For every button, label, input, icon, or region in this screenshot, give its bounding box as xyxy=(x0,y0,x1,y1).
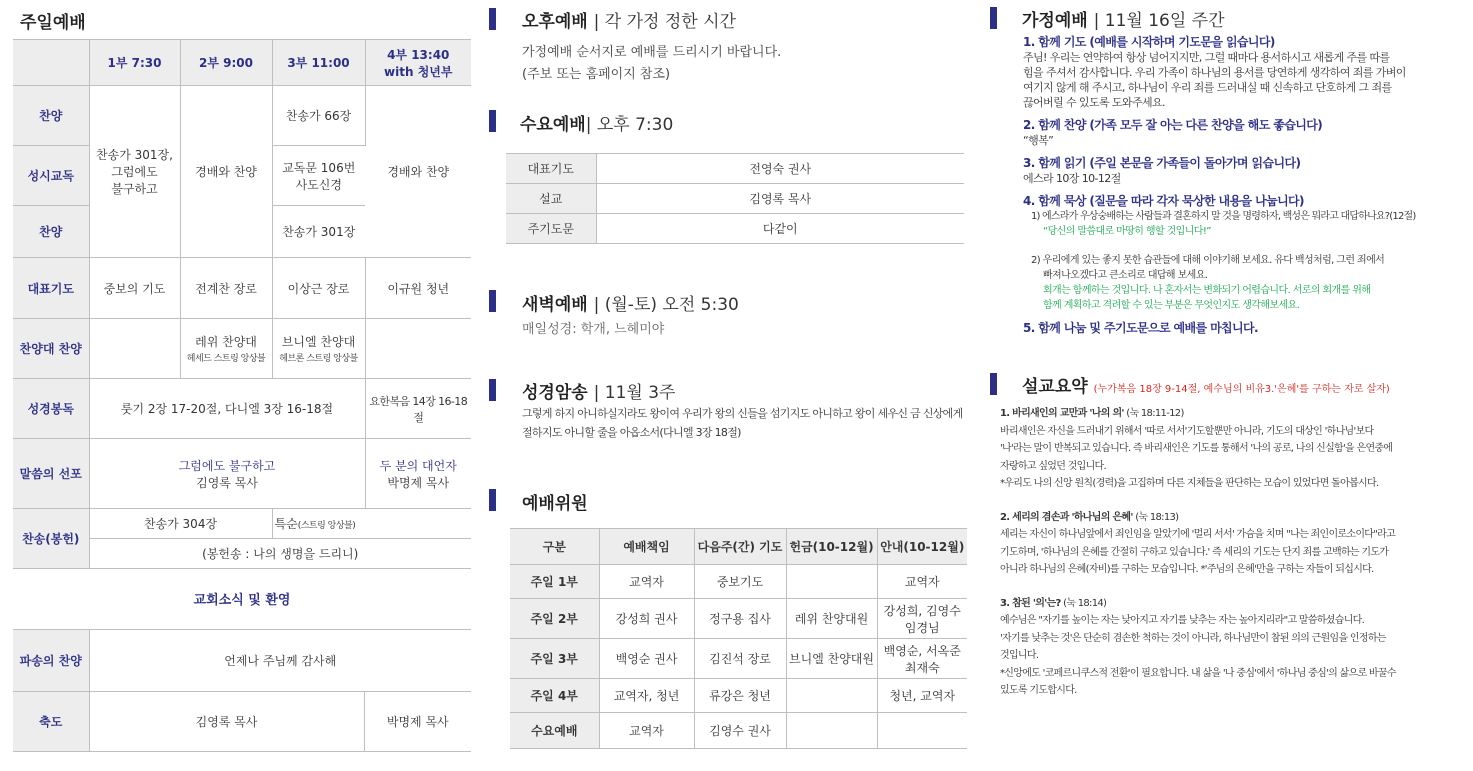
cell-offering-special: 특순(스트링 앙상블) xyxy=(272,509,471,539)
staff-cell xyxy=(786,713,877,749)
row-label-sending: 파송의 찬양 xyxy=(13,630,89,692)
dawn-text: 매일성경: 학개, 느헤미야 xyxy=(522,322,665,337)
step-4-answer-2a: 회개는 함께하는 것입니다. 나 혼자서는 변화되기 어렵습니다. 서로의 회개를 위해 xyxy=(1043,285,1371,296)
cell-prayer-1: 중보의 기도 xyxy=(89,258,180,319)
header-4th: 4부 13:40 with 청년부 xyxy=(365,40,471,86)
step-1-text-2: 힘을 주셔서 감사합니다. 우리 가족이 하나님의 용서를 당연하게 생각하여 죄를 가벼이 xyxy=(1023,66,1406,79)
staff-row-label: 주일 2부 xyxy=(510,599,599,639)
staff-cell: 백영순, 서옥준 최재숙 xyxy=(877,639,967,679)
sunday-closing-table xyxy=(13,629,471,752)
wednesday-title: 수요예배| 오후 7:30 xyxy=(520,115,674,135)
sunday-order-table xyxy=(13,39,471,569)
point-3-line-2: '자기를 낮추는 것'은 단순히 겸손한 척하는 것이 아니라, 하나님만이 참된 의의 근원임을 인정하는 xyxy=(1000,632,1386,644)
cell-blessing-4: 박명제 목사 xyxy=(364,692,471,752)
cell-4th-praise: 경배와 찬양 xyxy=(365,86,471,258)
cell-reading-4: 요한복음 14장 16-18절 xyxy=(365,379,471,439)
staff-cell: 중보기도 xyxy=(694,565,786,599)
afternoon-text-1: 가정예배 순서지로 예배를 드리시기 바랍니다. xyxy=(522,45,782,60)
wed-label-prayer: 대표기도 xyxy=(506,154,596,184)
staff-header-cell: 헌금(10-12월) xyxy=(786,529,877,565)
point-3-line-3: 것입니다. xyxy=(1000,650,1039,661)
cell-2nd-praise: 경배와 찬양 xyxy=(180,86,272,258)
header-empty xyxy=(13,40,89,86)
step-2-heading: 2. 함께 찬양 (가족 모두 잘 아는 다른 찬양을 해도 좋습니다) xyxy=(1023,118,1323,132)
staff-row xyxy=(510,565,967,599)
step-4-answer-1: “당신의 말씀대로 마땅히 행할 것입니다!” xyxy=(1043,226,1211,237)
church-notice: 교회소식 및 환영 xyxy=(193,593,291,608)
row-label-blessing: 축도 xyxy=(13,692,89,752)
step-1-heading: 1. 함께 기도 (예배를 시작하며 기도문을 읽습니다) xyxy=(1023,35,1275,49)
row-label-prayer: 대표기도 xyxy=(13,258,89,319)
afternoon-bar xyxy=(489,8,496,30)
home-worship-body xyxy=(1023,35,1468,336)
cell-offering-hymn: 찬송가 304장 xyxy=(89,509,272,539)
point-1-line-2: '나'라는 말이 반복되고 있습니다. 즉 바리새인은 기도를 통해서 '나의 공로, 나의 신실함'을 은연중에 xyxy=(1000,443,1393,454)
header-3rd: 3부 11:00 xyxy=(272,40,365,86)
staff-cell: 류강은 청년 xyxy=(694,679,786,713)
point-2-line-2: 기도하며, '하나님의 은혜를 간절히 구하고 있습니다.' 즉 세리의 기도는 단지 죄를 고백하는 기도가 xyxy=(1000,546,1389,558)
step-3-heading: 3. 함께 읽기 (주일 본문을 가족들이 돌아가며 읽습니다) xyxy=(1023,156,1301,170)
staff-header-cell: 구분 xyxy=(510,529,599,565)
staff-row-label: 수요예배 xyxy=(510,713,599,749)
cell-prayer-4: 이규원 청년 xyxy=(365,258,471,319)
cell-3rd-creed: 교독문 106번 사도신경 xyxy=(272,146,365,206)
staff-row xyxy=(510,639,967,679)
point-2-line-1: 세리는 자신이 하나님앞에서 죄인임을 알았기에 '멀리 서서' 가슴을 치며 "나는 죄인이로소이다"라고 xyxy=(1000,529,1396,540)
cell-sermon-4: 두 분의 대언자 박명제 목사 xyxy=(365,439,471,509)
staff-header-cell: 다음주(간) 기도 xyxy=(694,529,786,565)
sermon-summary xyxy=(1000,405,1470,700)
cell-sending: 언제나 주님께 감사해 xyxy=(89,630,471,692)
point-2-line-3: 아니라 하나님의 은혜(자비)를 구하는 모습입니다. *'주님의 은혜'만을 구하는 자들이 되십시다. xyxy=(1000,564,1374,575)
header-1st: 1부 7:30 xyxy=(89,40,180,86)
row-label-offering: 찬송(봉헌) xyxy=(13,509,89,569)
cell-choir-2: 레위 찬양대 헤세드 스트링 앙상블 xyxy=(180,319,272,379)
cell-3rd-hymn: 찬송가 66장 xyxy=(272,86,365,146)
cell-3rd-hymn2: 찬송가 301장 xyxy=(272,206,365,258)
point-3-line-1: 예수님은 "자기를 높이는 자는 낮아지고 자기를 낮추는 자는 높아지리라"고 말씀하셨습니다. xyxy=(1000,615,1365,626)
staff-cell: 백영순 권사 xyxy=(599,639,694,679)
point-3-line-4: *신앙에도 '코페르니쿠스적 전환'이 필요합니다. 내 삶을 '나 중심'에서 '하나님 중심'의 삶으로 바꿀수 xyxy=(1000,667,1396,679)
step-4-question-2b: 빠져나오겠다고 큰소리로 대답해 보세요. xyxy=(1043,270,1208,281)
staff-row xyxy=(510,599,967,639)
step-5-heading: 5. 함께 나눔 및 주기도문으로 예배를 마칩니다. xyxy=(1023,321,1258,335)
summary-bar xyxy=(990,373,997,395)
staff-cell: 레위 찬양대원 xyxy=(786,599,877,639)
memory-text-2: 절하지도 아니할 줄을 아옵소서(다니엘 3장 18절) xyxy=(522,426,741,439)
header-2nd: 2부 9:00 xyxy=(180,40,272,86)
step-1-text-1: 주님! 우리는 연약하여 항상 넘어지지만, 그럴 때마다 용서하시고 새롭게 주를 따를 xyxy=(1023,51,1390,64)
staff-table xyxy=(510,528,967,749)
sunday-worship-panel xyxy=(0,0,488,771)
point-2-heading: 2. 세리의 겸손과 '하나님의 은혜' (눅 18:13) xyxy=(1000,511,1179,523)
staff-cell: 강성희 권사 xyxy=(599,599,694,639)
staff-cell xyxy=(786,679,877,713)
staff-row xyxy=(510,713,967,749)
staff-cell xyxy=(877,713,967,749)
staff-bar xyxy=(489,489,496,511)
cell-offering-song: (봉헌송 : 나의 생명을 드리니) xyxy=(89,539,471,569)
summary-title: 설교요약 (누가복음 18장 9-14절, 예수님의 비유3.'은혜'를 구하는 자로 살자) xyxy=(1022,377,1390,397)
staff-header-row xyxy=(510,529,967,565)
staff-cell: 교역자, 청년 xyxy=(599,679,694,713)
staff-cell: 김영수 권사 xyxy=(694,713,786,749)
staff-row-label: 주일 1부 xyxy=(510,565,599,599)
staff-row-label: 주일 4부 xyxy=(510,679,599,713)
staff-cell: 교역자 xyxy=(599,565,694,599)
staff-row-label: 주일 3부 xyxy=(510,639,599,679)
wed-sermon: 김영록 목사 xyxy=(596,184,964,214)
cell-prayer-3: 이상근 장로 xyxy=(272,258,365,319)
staff-cell: 브니엘 찬양대원 xyxy=(786,639,877,679)
step-3-text: 에스라 10장 10-12절 xyxy=(1023,172,1121,185)
row-label-choir: 찬양대 찬양 xyxy=(13,319,89,379)
memory-bar xyxy=(489,379,496,401)
staff-cell: 교역자 xyxy=(877,565,967,599)
wed-label-lords-prayer: 주기도문 xyxy=(506,214,596,244)
row-label-praise: 찬양 xyxy=(13,86,89,146)
dawn-bar xyxy=(489,290,496,312)
sunday-worship-title: 주일예배 xyxy=(20,13,86,33)
row-label-reading: 성경봉독 xyxy=(13,379,89,439)
cell-1st-praise: 찬송가 301장, 그럼에도 불구하고 xyxy=(89,86,180,258)
staff-title: 예배위원 xyxy=(522,494,588,514)
staff-header-cell: 예배책임 xyxy=(599,529,694,565)
step-2-text: “행복” xyxy=(1023,134,1054,147)
row-label-sermon: 말씀의 선포 xyxy=(13,439,89,509)
wednesday-table xyxy=(506,153,964,244)
step-1-text-4: 끊어버릴 수 있도록 도와주세요. xyxy=(1023,96,1165,109)
cell-choir-3: 브니엘 찬양대 헤브론 스트링 앙상블 xyxy=(272,319,365,379)
memory-title: 성경암송 | 11월 3주 xyxy=(522,383,676,403)
wednesday-bar xyxy=(489,110,496,132)
step-4-question-2a: 2) 우리에게 있는 좋지 못한 습관들에 대해 이야기해 보세요. 유다 백성처럼, 그런 죄에서 xyxy=(1031,255,1385,266)
cell-prayer-2: 전계찬 장로 xyxy=(180,258,272,319)
row-label-responsive: 성시교독 xyxy=(13,146,89,206)
staff-cell: 교역자 xyxy=(599,713,694,749)
cell-choir-4 xyxy=(365,319,471,379)
wed-lords-prayer: 다같이 xyxy=(596,214,964,244)
dawn-title: 새벽예배 | (월-토) 오전 5:30 xyxy=(522,295,739,315)
cell-blessing: 김영록 목사 xyxy=(89,692,364,752)
point-1-heading: 1. 바리새인의 교만과 '나의 의' (눅 18:11-12) xyxy=(1000,408,1184,419)
cell-sermon: 그럼에도 불구하고 김영록 목사 xyxy=(89,439,365,509)
step-4-question-1: 1) 에스라가 우상숭배하는 사람들과 결혼하지 말 것을 명령하자, 백성은 뭐라고 대답하나요?(12절) xyxy=(1031,211,1416,222)
point-1-line-4: *우리도 나의 신앙 원칙(경력)을 고집하며 다른 지체들을 판단하는 모습이 있었다면 돌아봅시다. xyxy=(1000,478,1379,489)
cell-choir-1 xyxy=(89,319,180,379)
point-1-line-1: 바리새인은 자신을 드러내기 위해서 '따로 서서'기도할뿐만 아니라, 기도의 대상인 '하나님'보다 xyxy=(1000,425,1374,437)
staff-cell: 정구용 집사 xyxy=(694,599,786,639)
memory-text-1: 그렇게 하지 아니하실지라도 왕이여 우리가 왕의 신들을 섬기지도 아니하고 왕이 세우신 금 신상에게 xyxy=(522,407,963,420)
staff-header-cell: 안내(10-12월) xyxy=(877,529,967,565)
step-1-text-3: 여기지 않게 해 주시고, 하나님이 우리 죄를 드러내실 때 신속하고 단호하게 그 죄를 xyxy=(1023,81,1392,94)
afternoon-title: 오후예배 | 각 가정 정한 시간 xyxy=(522,12,736,32)
wed-label-sermon: 설교 xyxy=(506,184,596,214)
row-label-praise2: 찬양 xyxy=(13,206,89,258)
step-4-heading: 4. 함께 묵상 (질문을 따라 각자 묵상한 내용을 나눕니다) xyxy=(1023,194,1304,208)
point-3-heading: 3. 참된 '의'는? (눅 18:14) xyxy=(1000,597,1107,609)
staff-row xyxy=(510,679,967,713)
wed-prayer: 전영숙 권사 xyxy=(596,154,964,184)
step-4-answer-2b: 함께 계획하고 격려할 수 있는 부분은 무엇인지도 생각해보세요. xyxy=(1043,300,1300,311)
point-1-line-3: 자랑하고 싶었던 것입니다. xyxy=(1000,460,1106,472)
cell-reading: 룻기 2장 17-20절, 다니엘 3장 16-18절 xyxy=(89,379,365,439)
staff-cell: 김진석 장로 xyxy=(694,639,786,679)
staff-cell xyxy=(786,565,877,599)
home-worship-title: 가정예배 | 11월 16일 주간 xyxy=(1022,11,1225,31)
home-worship-bar xyxy=(990,7,997,29)
afternoon-text-2: (주보 또는 홈페이지 참조) xyxy=(522,67,671,82)
staff-cell: 청년, 교역자 xyxy=(877,679,967,713)
point-3-line-5: 있도록 기도합시다. xyxy=(1000,685,1077,696)
staff-cell: 강성희, 김영수 임경님 xyxy=(877,599,967,639)
